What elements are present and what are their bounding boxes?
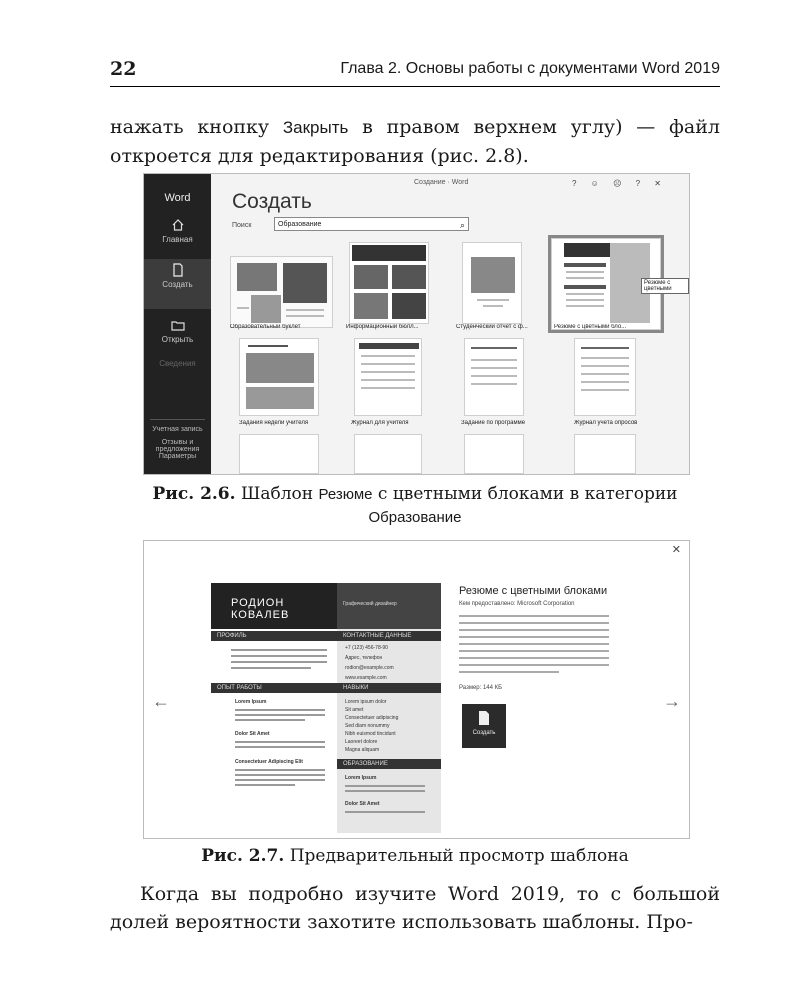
paragraph-1: нажать кнопку Закрыть в правом верхнем углу) — файл откроется для редактирования (рис. 2.8). [110,116,720,167]
template-size: Размер: 144 КБ [459,685,503,691]
close-icon[interactable]: ✕ [671,544,681,556]
resume-preview: РОДИОН КОВАЛЕВ Графический дизайнер ПРОФИЛЬ КОНТАКТНЫЕ ДАННЫЕ +7 (123) 456-78-90 Адрес, телефон rodion@example.com www.example.com ОПЫТ РАБОТЫ НАВЫКИ Lorem Ipsum Dolor Sit Amet Consectetuer Adipiscing Elit Lorem ipsum dolor Sit amet Consectetuer adipiscing Sed diam nonummy Nibh euismod tincidunt Laoreet dolore Magna aliquam ОБРАЗОВАНИЕ Lorem Ipsum Dolor Sit Amet [211,583,441,833]
nav-item-info[interactable]: Сведения [159,359,196,368]
nav-item-account[interactable]: Учетная запись [152,426,203,433]
header-rule [110,86,720,87]
window-title: Создание · Word [414,179,469,186]
template-thumb-7[interactable] [464,338,524,416]
template-label-4: Резюме с цветными бло... [554,324,627,330]
backstage-nav [144,174,211,474]
chapter-title: Глава 2. Основы работы с документами Word 2019 [340,60,720,77]
template-label-1: Образовательный буклет [230,324,301,330]
paragraph-2: Когда вы подробно изучите Word 2019, то с большой долей вероятности захотите использовать шаблоны. Про- [110,883,720,933]
folder-icon [171,318,185,332]
template-thumb-9[interactable] [239,434,319,474]
template-thumb-3[interactable] [462,242,522,324]
nav-item-open[interactable]: Открыть [144,314,211,364]
page-number: 22 [110,58,137,80]
template-thumb-12[interactable] [574,434,636,474]
template-label-5: Задания недели учителя [239,420,309,426]
template-thumb-2[interactable] [349,242,429,324]
arrow-right-icon[interactable]: → [663,691,681,711]
figure-caption-1: Рис. 2.6. Шаблон Резюме с цветными блоками в категории Образование [152,484,678,526]
create-button[interactable]: Создать [462,704,506,748]
template-label-8: Журнал учета опросов [574,420,638,426]
arrow-left-icon[interactable]: ← [152,691,170,711]
search-input[interactable]: Образование ⌕ [274,217,469,231]
figure-caption-2: Рис. 2.7. Предварительный просмотр шаблона [201,846,629,866]
description-line [459,615,609,617]
nav-item-new[interactable]: Создать [144,259,211,309]
template-label-6: Журнал для учителя [351,420,409,426]
resume-section-profile: ПРОФИЛЬ [211,631,337,641]
template-thumb-8[interactable] [574,338,636,416]
resume-section-skills: НАВЫКИ [337,683,441,693]
template-thumb-6[interactable] [354,338,422,416]
nav-item-feedback[interactable]: Отзывы и предложения [155,439,200,453]
resume-section-experience: ОПЫТ РАБОТЫ [211,683,337,693]
search-label: Поиск [232,222,252,229]
template-thumb-11[interactable] [464,434,524,474]
resume-role: Графический дизайнер [343,601,397,607]
word-new-screen-figure [143,173,690,475]
template-thumb-10[interactable] [354,434,422,474]
nav-item-options[interactable]: Параметры [158,453,197,460]
template-title: Резюме с цветными блоками [459,585,608,597]
home-icon [171,218,185,232]
tooltip: Резюме с цветными [641,278,689,294]
template-thumb-5[interactable] [239,338,319,416]
new-document-icon [171,263,185,277]
resume-section-contacts: КОНТАКТНЫЕ ДАННЫЕ [337,631,441,641]
nav-app-name: Word [164,192,191,204]
search-icon[interactable]: ⌕ [459,220,465,230]
nav-divider [150,419,205,420]
template-label-7: Задание по программе [461,420,526,426]
template-preview-dialog [143,540,690,839]
nav-item-home[interactable]: Главная [144,214,211,264]
template-label-2: Информационный бюлл... [346,324,419,330]
template-label-3: Студенческий отчет с ф... [456,324,528,330]
template-thumb-1[interactable] [230,256,333,328]
template-provider: Кем предоставлено: Microsoft Corporation [459,601,575,607]
resume-name: РОДИОН КОВАЛЕВ [211,583,337,629]
page-title: Создать [232,190,312,213]
resume-section-education: ОБРАЗОВАНИЕ [337,759,441,769]
button-name-inline: Закрыть [282,118,349,137]
new-document-icon [477,710,491,726]
window-controls[interactable]: ? ☺ ☹ ? ✕ [572,179,667,188]
